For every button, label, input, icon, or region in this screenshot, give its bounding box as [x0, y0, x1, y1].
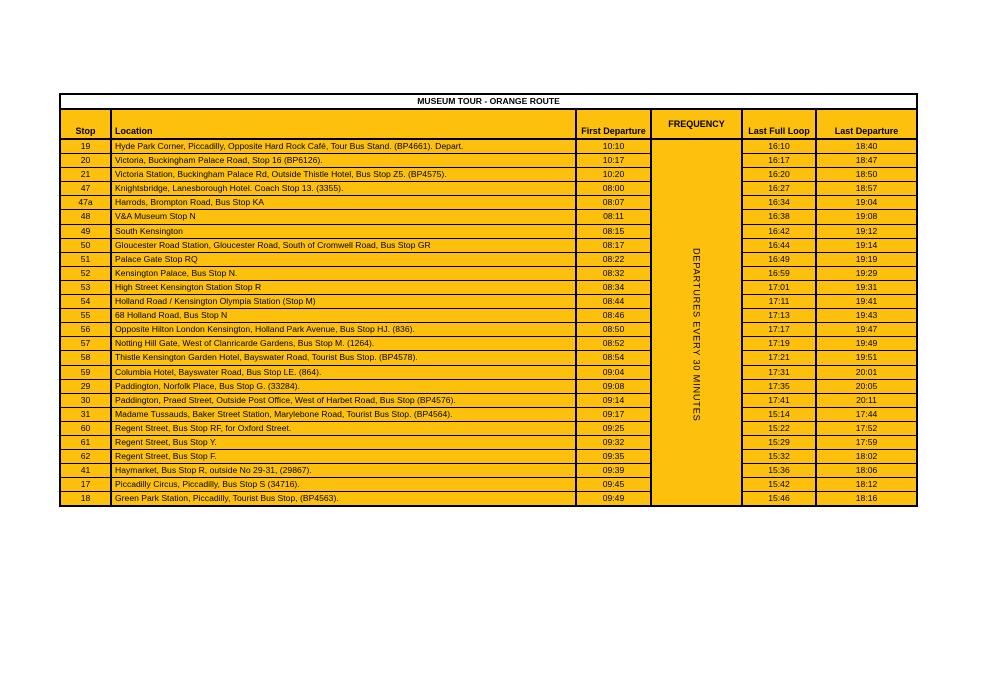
header-stop: Stop [60, 109, 111, 139]
table-row [60, 478, 917, 492]
first-departure-time: 08:32 [576, 266, 651, 280]
table-row [60, 210, 917, 224]
last-full-loop-time: 16:27 [742, 182, 816, 196]
last-departure-time: 17:59 [816, 435, 917, 449]
stop-location: Paddington, Praed Street, Outside Post Office, West of Harbet Road, Bus Stop (BP4576). [111, 393, 576, 407]
last-departure-time: 19:14 [816, 238, 917, 252]
stop-number: 51 [60, 252, 111, 266]
stop-location: High Street Kensington Station Stop R [111, 280, 576, 294]
stop-location: Gloucester Road Station, Gloucester Road, South of Cromwell Road, Bus Stop GR [111, 238, 576, 252]
stop-location: South Kensington [111, 224, 576, 238]
last-full-loop-time: 17:13 [742, 309, 816, 323]
stop-number: 61 [60, 435, 111, 449]
frequency-cell [651, 139, 742, 506]
timetable-body [60, 139, 917, 506]
header-location: Location [111, 109, 576, 139]
stop-location: Piccadilly Circus, Piccadilly, Bus Stop S (34716). [111, 478, 576, 492]
table-row [60, 252, 917, 266]
stop-location: Madame Tussauds, Baker Street Station, Marylebone Road, Tourist Bus Stop. (BP4564). [111, 407, 576, 421]
table-row [60, 196, 917, 210]
last-departure-time: 19:04 [816, 196, 917, 210]
table-row [60, 435, 917, 449]
stop-number: 48 [60, 210, 111, 224]
table-row [60, 182, 917, 196]
stop-number: 19 [60, 139, 111, 154]
table-row [60, 464, 917, 478]
table-row [60, 154, 917, 168]
first-departure-time: 10:20 [576, 168, 651, 182]
first-departure-time: 08:52 [576, 337, 651, 351]
stop-number: 53 [60, 280, 111, 294]
table-row [60, 309, 917, 323]
stop-number: 62 [60, 450, 111, 464]
first-departure-time: 09:39 [576, 464, 651, 478]
first-departure-time: 09:25 [576, 421, 651, 435]
first-departure-time: 08:50 [576, 323, 651, 337]
stop-number: 21 [60, 168, 111, 182]
last-departure-time: 19:49 [816, 337, 917, 351]
timetable [59, 93, 918, 507]
last-full-loop-time: 15:42 [742, 478, 816, 492]
first-departure-time: 09:49 [576, 492, 651, 507]
stop-number: 29 [60, 379, 111, 393]
last-departure-time: 19:31 [816, 280, 917, 294]
stop-location: Green Park Station, Piccadilly, Tourist Bus Stop, (BP4563). [111, 492, 576, 507]
header-first-departure: First Departure [576, 109, 651, 139]
table-row [60, 280, 917, 294]
last-departure-time: 20:05 [816, 379, 917, 393]
stop-location: Victoria Station, Buckingham Palace Rd, Outside Thistle Hotel, Bus Stop Z5. (BP4575). [111, 168, 576, 182]
first-departure-time: 08:11 [576, 210, 651, 224]
first-departure-time: 08:00 [576, 182, 651, 196]
stop-number: 57 [60, 337, 111, 351]
last-full-loop-time: 17:41 [742, 393, 816, 407]
last-full-loop-time: 16:38 [742, 210, 816, 224]
last-departure-time: 19:29 [816, 266, 917, 280]
last-departure-time: 19:08 [816, 210, 917, 224]
last-full-loop-time: 17:11 [742, 295, 816, 309]
first-departure-time: 08:54 [576, 351, 651, 365]
last-full-loop-time: 15:14 [742, 407, 816, 421]
first-departure-time: 08:34 [576, 280, 651, 294]
last-departure-time: 18:16 [816, 492, 917, 507]
last-full-loop-time: 15:29 [742, 435, 816, 449]
table-row [60, 421, 917, 435]
stop-location: 68 Holland Road, Bus Stop N [111, 309, 576, 323]
last-departure-time: 19:19 [816, 252, 917, 266]
last-full-loop-time: 16:34 [742, 196, 816, 210]
stop-location: Palace Gate Stop RQ [111, 252, 576, 266]
last-full-loop-time: 15:36 [742, 464, 816, 478]
first-departure-time: 08:46 [576, 309, 651, 323]
last-full-loop-time: 16:42 [742, 224, 816, 238]
stop-location: Columbia Hotel, Bayswater Road, Bus Stop LE. (864). [111, 365, 576, 379]
last-departure-time: 18:12 [816, 478, 917, 492]
stop-number: 17 [60, 478, 111, 492]
first-departure-time: 09:45 [576, 478, 651, 492]
table-row [60, 450, 917, 464]
stop-location: Regent Street, Bus Stop RF, for Oxford Street. [111, 421, 576, 435]
stop-location: Victoria, Buckingham Palace Road, Stop 16 (BP6126). [111, 154, 576, 168]
last-departure-time: 18:02 [816, 450, 917, 464]
stop-number: 58 [60, 351, 111, 365]
stop-location: Regent Street, Bus Stop Y. [111, 435, 576, 449]
stop-number: 31 [60, 407, 111, 421]
last-full-loop-time: 17:31 [742, 365, 816, 379]
stop-number: 55 [60, 309, 111, 323]
header-frequency: FREQUENCY [651, 109, 742, 139]
table-row [60, 337, 917, 351]
last-full-loop-time: 16:49 [742, 252, 816, 266]
table-row [60, 266, 917, 280]
table-row [60, 393, 917, 407]
first-departure-time: 09:32 [576, 435, 651, 449]
last-departure-time: 19:43 [816, 309, 917, 323]
stop-location: Haymarket, Bus Stop R, outside No 29-31, (29867). [111, 464, 576, 478]
table-row [60, 407, 917, 421]
last-full-loop-time: 17:21 [742, 351, 816, 365]
stop-number: 20 [60, 154, 111, 168]
last-departure-time: 19:51 [816, 351, 917, 365]
stop-location: Knightsbridge, Lanesborough Hotel. Coach Stop 13. (3355). [111, 182, 576, 196]
stop-location: Opposite Hilton London Kensington, Holland Park Avenue, Bus Stop HJ. (836). [111, 323, 576, 337]
stop-number: 49 [60, 224, 111, 238]
first-departure-time: 09:17 [576, 407, 651, 421]
first-departure-time: 08:44 [576, 295, 651, 309]
stop-number: 59 [60, 365, 111, 379]
last-departure-time: 18:40 [816, 139, 917, 154]
last-full-loop-time: 16:44 [742, 238, 816, 252]
last-full-loop-time: 16:20 [742, 168, 816, 182]
table-row [60, 168, 917, 182]
first-departure-time: 08:15 [576, 224, 651, 238]
first-departure-time: 08:07 [576, 196, 651, 210]
header-last-full-loop: Last Full Loop [742, 109, 816, 139]
stop-number: 47 [60, 182, 111, 196]
table-title: MUSEUM TOUR - ORANGE ROUTE [60, 94, 917, 109]
stop-number: 56 [60, 323, 111, 337]
frequency-note: DEPARTURES EVERY 30 MINUTES [691, 248, 702, 422]
first-departure-time: 10:17 [576, 154, 651, 168]
stop-number: 52 [60, 266, 111, 280]
table-row [60, 238, 917, 252]
last-full-loop-time: 15:22 [742, 421, 816, 435]
last-full-loop-time: 15:32 [742, 450, 816, 464]
last-departure-time: 20:11 [816, 393, 917, 407]
last-full-loop-time: 15:46 [742, 492, 816, 507]
stop-number: 50 [60, 238, 111, 252]
stop-number: 30 [60, 393, 111, 407]
table-row [60, 224, 917, 238]
stop-location: V&A Museum Stop N [111, 210, 576, 224]
stop-number: 41 [60, 464, 111, 478]
stop-location: Notting Hill Gate, West of Clanricarde Gardens, Bus Stop M. (1264). [111, 337, 576, 351]
last-full-loop-time: 16:59 [742, 266, 816, 280]
stop-location: Paddington, Norfolk Place, Bus Stop G. (33284). [111, 379, 576, 393]
stop-location: Kensington Palace, Bus Stop N. [111, 266, 576, 280]
last-departure-time: 19:12 [816, 224, 917, 238]
header-last-departure: Last Departure [816, 109, 917, 139]
last-full-loop-time: 17:19 [742, 337, 816, 351]
last-departure-time: 19:47 [816, 323, 917, 337]
stop-location: Hyde Park Corner, Piccadilly, Opposite Hard Rock Café, Tour Bus Stand. (BP4661). Depart. [111, 139, 576, 154]
first-departure-time: 08:17 [576, 238, 651, 252]
first-departure-time: 09:04 [576, 365, 651, 379]
table-row [60, 351, 917, 365]
last-full-loop-time: 17:35 [742, 379, 816, 393]
table-row [60, 379, 917, 393]
last-departure-time: 19:41 [816, 295, 917, 309]
last-full-loop-time: 17:01 [742, 280, 816, 294]
first-departure-time: 08:22 [576, 252, 651, 266]
last-departure-time: 17:52 [816, 421, 917, 435]
first-departure-time: 09:35 [576, 450, 651, 464]
first-departure-time: 10:10 [576, 139, 651, 154]
first-departure-time: 09:08 [576, 379, 651, 393]
table-row [60, 323, 917, 337]
table-row [60, 139, 917, 154]
last-full-loop-time: 17:17 [742, 323, 816, 337]
last-departure-time: 18:57 [816, 182, 917, 196]
last-departure-time: 18:50 [816, 168, 917, 182]
table-row [60, 365, 917, 379]
last-departure-time: 18:06 [816, 464, 917, 478]
stop-location: Thistle Kensington Garden Hotel, Bayswater Road, Tourist Bus Stop. (BP4578). [111, 351, 576, 365]
stop-location: Harrods, Brompton Road, Bus Stop KA [111, 196, 576, 210]
last-departure-time: 18:47 [816, 154, 917, 168]
stop-location: Holland Road / Kensington Olympia Station (Stop M) [111, 295, 576, 309]
stop-number: 18 [60, 492, 111, 507]
stop-number: 60 [60, 421, 111, 435]
last-full-loop-time: 16:10 [742, 139, 816, 154]
last-full-loop-time: 16:17 [742, 154, 816, 168]
stop-location: Regent Street, Bus Stop F. [111, 450, 576, 464]
stop-number: 47a [60, 196, 111, 210]
first-departure-time: 09:14 [576, 393, 651, 407]
last-departure-time: 17:44 [816, 407, 917, 421]
last-departure-time: 20:01 [816, 365, 917, 379]
stop-number: 54 [60, 295, 111, 309]
header-row [60, 109, 917, 139]
title-row [60, 94, 917, 109]
table-row [60, 492, 917, 507]
table-row [60, 295, 917, 309]
